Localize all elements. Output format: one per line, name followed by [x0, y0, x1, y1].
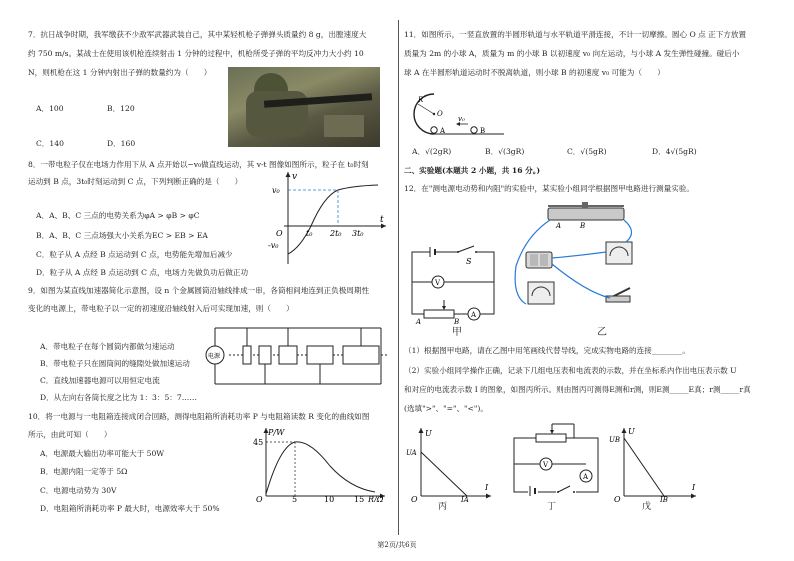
track-R-label: R — [418, 96, 424, 104]
pr-x-tick-15: 15 — [354, 495, 365, 502]
q11-option-d[interactable]: D．4√(5gR) — [652, 147, 697, 156]
pr-x-label: R/Ω — [368, 495, 384, 502]
vt-v0-label: v₀ — [272, 186, 280, 195]
vt-v-label: v — [292, 172, 298, 182]
column-divider — [398, 20, 399, 535]
bing-I-label: I — [485, 483, 489, 492]
soldier-machine-gun-photo — [228, 67, 380, 147]
pr-x-tick-5: 5 — [292, 495, 298, 502]
q9-option-b[interactable]: B．带电粒子只在圆筒间的缝隙处做加速运动 — [40, 359, 190, 368]
q7-line2: 约 750 m/s。某战士在使用该机枪连续射击 1 分钟的过程中，机枪所受子弹的平均反冲力大小约 10 — [28, 49, 364, 58]
bing-U-label: U — [425, 429, 432, 438]
ding-V-label: V — [543, 461, 549, 469]
q8-option-c[interactable]: C．粒子从 A 点经 B 点运动到 C 点，电势能先增加后减少 — [36, 250, 233, 259]
q12-sub2-line1: （2）实验小组同学操作正确，记录下几组电压表和电流表的示数，并在坐标系内作出电压表示数 U — [404, 366, 737, 375]
vt-t-label: t — [380, 215, 384, 225]
q7-option-a[interactable]: A．100 — [36, 104, 64, 113]
q7-line1: 7．抗日战争时期，我军缴获不少敌军武器武装自己，其中某轻机枪子弹弹头质量约 8 g，出膛速度大 — [28, 30, 367, 39]
q10-option-c[interactable]: C．电源电动势为 30V — [40, 486, 117, 495]
vt-tick-3t0: 3t₀ — [352, 229, 364, 238]
wu-origin: O — [614, 495, 621, 502]
q11-line3: 球 A 在半圆形轨道运动时不脱离轨道，则小球 B 的初速度 v₀ 可能为（ ） — [404, 68, 665, 77]
q11-option-c[interactable]: C．√(5gR) — [567, 147, 607, 156]
pr-y-tick: 45 — [253, 438, 264, 447]
q10-line1: 10．将一电源与一电阻箱连接成闭合回路，测得电阻箱所消耗功率 P 与电阻箱读数 R 变化的曲线如图 — [28, 412, 370, 421]
q8-option-d[interactable]: D．粒子从 A 点经 B 点运动到 C 点，电场力先做负功后做正功 — [36, 268, 249, 277]
power-resistance-graph — [250, 424, 390, 502]
track-A-label: A — [440, 127, 446, 135]
circuit-jia — [404, 240, 504, 332]
vt-origin: O — [276, 229, 283, 238]
q10-option-d[interactable]: D．电阻箱所消耗功率 P 最大时，电源效率大于 50% — [40, 504, 220, 513]
vt-graph — [266, 168, 390, 266]
q12-line1: 12．在"测电源电动势和内阻"的实验中，某实验小组同学根据图甲电路进行测量实验。 — [404, 184, 695, 193]
bing-UA-label: UA — [406, 449, 417, 457]
circuit-ding — [506, 420, 606, 498]
ui-graph-wu — [608, 424, 700, 502]
ui-graph-bing — [405, 424, 495, 502]
fig-ding-caption: 丁 — [547, 502, 557, 512]
q11-line2: 质量为 2m 的小球 A，质量为 m 的小球 B 以初速度 v₀ 向左运动，与小球 A 发生弹性碰撞。碰后小 — [404, 49, 740, 58]
ding-A-label: A — [583, 473, 589, 481]
q12-sub1: （1）根据图甲电路，请在乙图中用笔画线代替导线，完成实物电路的连接________。 — [404, 346, 690, 355]
physical-circuit-yi — [506, 196, 646, 324]
fig-wu-caption: 戊 — [642, 502, 652, 512]
q10-option-a[interactable]: A．电源最大输出功率可能大于 50W — [40, 449, 165, 458]
q9-option-a[interactable]: A．带电粒子在每个圆筒内都做匀速运动 — [40, 342, 175, 351]
yi-B-label: B — [580, 222, 586, 230]
q12-sub2-line3: (选填">"、"="、"<")。 — [404, 404, 488, 413]
yi-A-label: A — [556, 222, 562, 230]
jia-ammeter-label: A — [471, 311, 477, 319]
q10-line2: 所示，由此可知（ ） — [28, 430, 112, 439]
jia-A-end-label: A — [416, 318, 422, 326]
q10-option-b[interactable]: B．电源内阻一定等于 5Ω — [40, 467, 128, 476]
jia-V-label: V — [435, 279, 441, 287]
pr-y-label: P/W — [268, 428, 285, 437]
wu-UB-label: UB — [609, 436, 621, 444]
pr-x-tick-10: 10 — [324, 495, 335, 502]
track-B-label: B — [480, 127, 486, 135]
fig-bing-caption: 丙 — [438, 502, 448, 512]
q9-option-d[interactable]: D．从左向右各筒长度之比为 1：3：5：7…… — [40, 393, 197, 402]
pr-origin: O — [256, 495, 263, 502]
jia-S-label: S — [466, 257, 472, 266]
vt-neg-v0-label: -v₀ — [268, 241, 279, 250]
q8-line2: 运动到 B 点，3t₀时刻运动到 C 点，下列判断正确的是（ ） — [28, 177, 243, 186]
q7-option-d[interactable]: D．160 — [107, 139, 136, 148]
bing-origin: O — [411, 495, 418, 502]
q7-line3: N，则机枪在这 1 分钟内射出子弹的数量约为（ ） — [28, 68, 212, 77]
q8-line1: 8．一带电粒子仅在电场力作用下从 A 点开始以−v₀做直线运动，其 v-t 图像如图所示，粒子在 t₀时刻 — [28, 160, 369, 169]
q12-sub2-line2: 和对应的电流表示数 I 的图象，如图丙所示。则由图丙可测得E测和r测，则E测_____E真；r测_____r真 — [404, 385, 751, 394]
q11-option-a[interactable]: A．√(2gR) — [412, 147, 452, 156]
fig-yi-caption: 乙 — [597, 327, 607, 338]
track-O-label: O — [437, 110, 443, 118]
bing-IA-label: IA — [461, 496, 469, 502]
jia-B-end-label: B — [454, 318, 460, 326]
q9-line2: 变化的电源上，带电粒子以一定的初速度沿轴线射入后可实现加速，则（ ） — [28, 304, 294, 313]
section-experiment-title: 二、实验题(本题共 2 小题，共 16 分。) — [404, 166, 541, 175]
q11-line1: 11．如图所示，一竖直放置的半圆形轨道与水平轨道平滑连接，不计一切摩擦。圆心 O 点 正下方放置 — [404, 30, 747, 39]
wu-I-label: I — [692, 483, 696, 492]
wu-IB-label: IB — [660, 496, 668, 502]
track-v0-label: v₀ — [458, 115, 465, 123]
fig-jia-caption: 甲 — [452, 327, 462, 338]
q9-option-c[interactable]: C．直线加速器电源可以用恒定电流 — [40, 376, 160, 385]
q8-option-b[interactable]: B．A、B、C 三点场强大小关系为EC > EB > EA — [36, 231, 208, 240]
q8-option-a[interactable]: A．A、B、C 三点的电势关系为φA > φB > φC — [36, 211, 200, 220]
semicircle-track-diagram — [400, 82, 510, 140]
q11-option-b[interactable]: B．√(3gR) — [485, 147, 525, 156]
q7-option-c[interactable]: C．140 — [36, 139, 64, 148]
q9-line1: 9．如图为某直线加速器简化示意图，设 n 个金属圆筒沿轴线排成一串，各筒相间地连到正负极周期性 — [28, 286, 370, 295]
vt-tick-t0: t₀ — [306, 229, 313, 238]
wu-U-label: U — [628, 427, 635, 436]
q7-option-b[interactable]: B．120 — [107, 104, 135, 113]
linear-accelerator-diagram — [205, 322, 391, 390]
page-footer: 第2页/共6页 — [377, 541, 417, 549]
power-source-label: 电源 — [208, 353, 221, 360]
vt-tick-2t0: 2t₀ — [330, 229, 342, 238]
